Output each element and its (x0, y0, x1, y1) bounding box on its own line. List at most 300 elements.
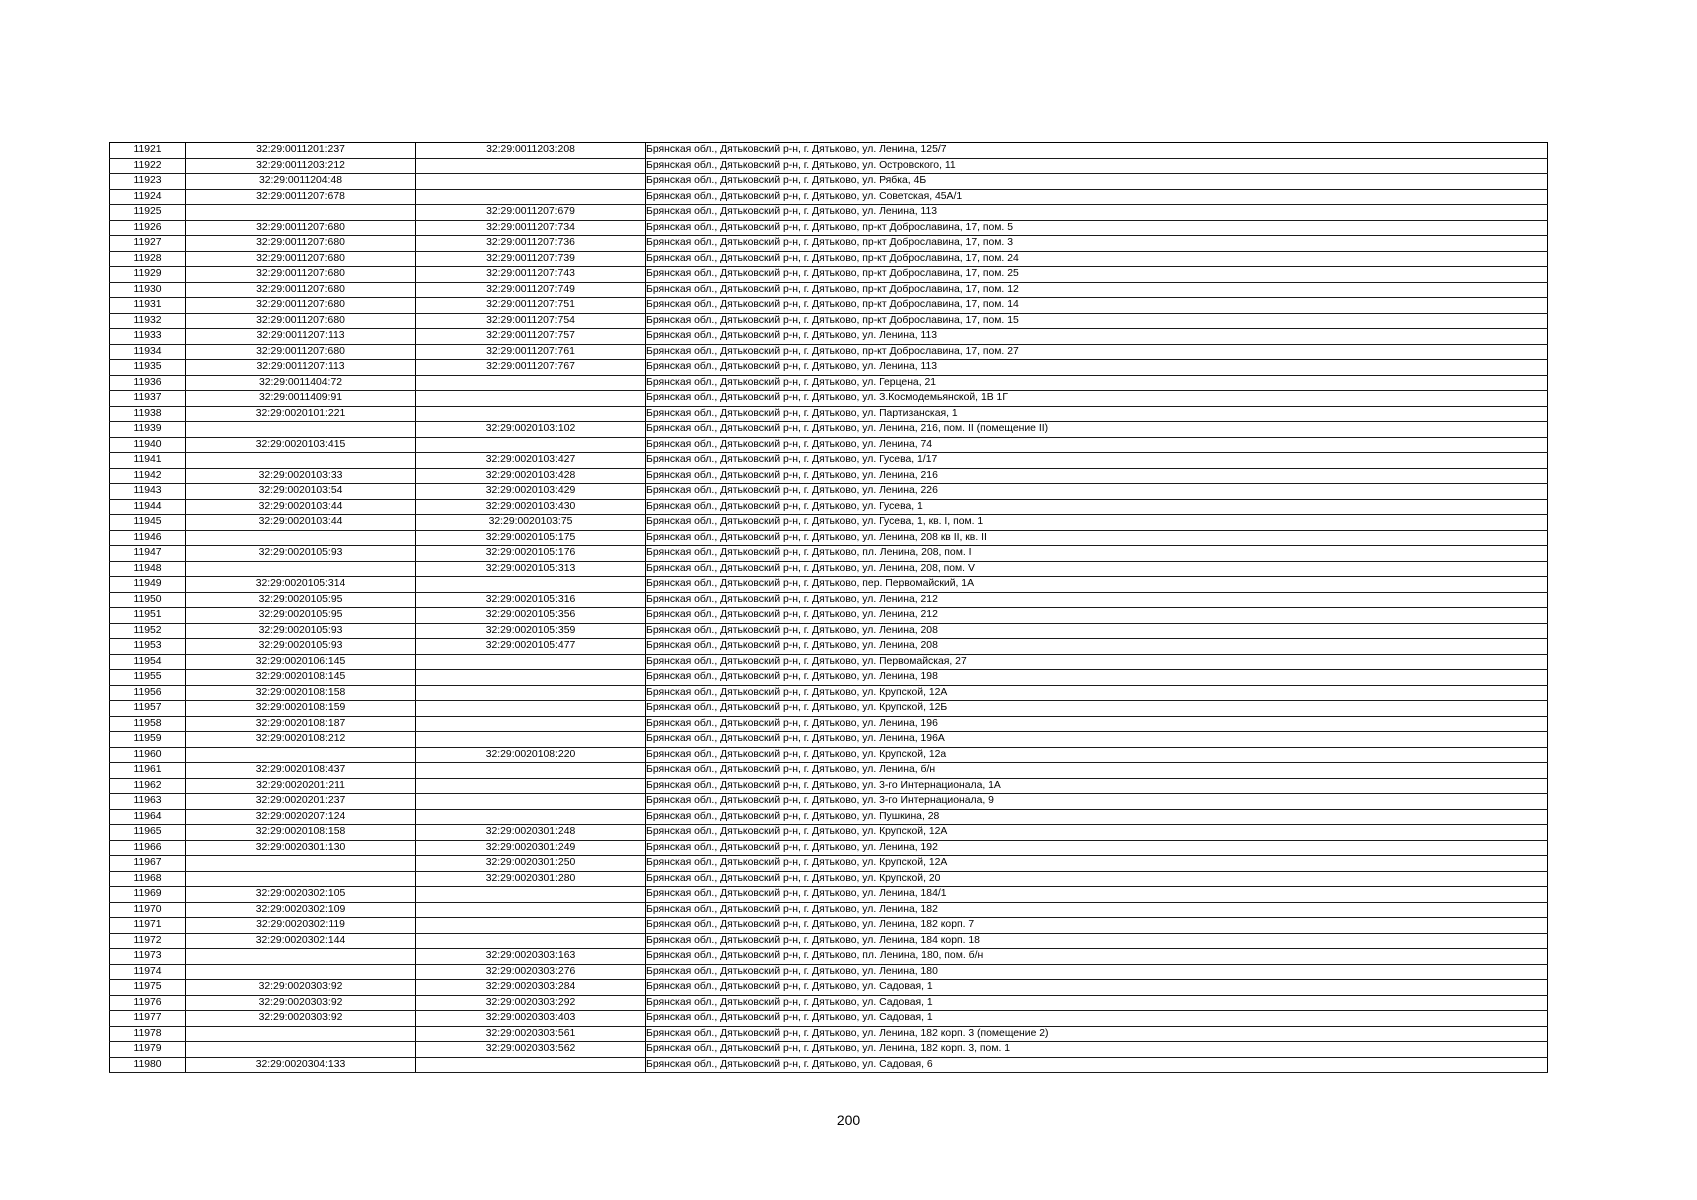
table-row (110, 670, 1548, 686)
row-number-cell: 11924 (110, 189, 186, 205)
premises-cadastral-number-cell: 32:29:0020301:280 (416, 871, 646, 887)
table-row (110, 251, 1548, 267)
address-cell: Брянская обл., Дятьковский р-н, г. Дятьково, ул. Ленина, 184 корп. 18 (646, 933, 1548, 949)
address-cell: Брянская обл., Дятьковский р-н, г. Дятьково, ул. Ленина, 182 корп. 7 (646, 918, 1548, 934)
premises-cadastral-number-cell: 32:29:0020105:316 (416, 592, 646, 608)
premises-cadastral-number-cell (416, 654, 646, 670)
address-cell: Брянская обл., Дятьковский р-н, г. Дятьково, ул. Садовая, 1 (646, 1011, 1548, 1027)
table-row (110, 1026, 1548, 1042)
cadastral-number-cell: 32:29:0011207:680 (186, 220, 416, 236)
table-row (110, 840, 1548, 856)
table-row (110, 453, 1548, 469)
row-number-cell: 11960 (110, 747, 186, 763)
table-row (110, 933, 1548, 949)
cadastral-number-cell: 32:29:0020108:159 (186, 701, 416, 717)
cadastral-number-cell: 32:29:0020304:133 (186, 1057, 416, 1073)
premises-cadastral-number-cell (416, 794, 646, 810)
row-number-cell: 11971 (110, 918, 186, 934)
address-cell: Брянская обл., Дятьковский р-н, г. Дятьково, пр-кт Доброславина, 17, пом. 25 (646, 267, 1548, 283)
cadastral-number-cell: 32:29:0020301:130 (186, 840, 416, 856)
address-cell: Брянская обл., Дятьковский р-н, г. Дятьково, ул. Ленина, 192 (646, 840, 1548, 856)
cadastral-number-cell: 32:29:0020302:105 (186, 887, 416, 903)
address-cell: Брянская обл., Дятьковский р-н, г. Дятьково, ул. Ленина, 226 (646, 484, 1548, 500)
table-row (110, 995, 1548, 1011)
cadastral-number-cell: 32:29:0020108:212 (186, 732, 416, 748)
address-cell: Брянская обл., Дятьковский р-н, г. Дятьково, ул. Ленина, 182 корп. 3 (помещение 2) (646, 1026, 1548, 1042)
address-cell: Брянская обл., Дятьковский р-н, г. Дятьково, пр-кт Доброславина, 17, пом. 24 (646, 251, 1548, 267)
premises-cadastral-number-cell: 32:29:0020103:102 (416, 422, 646, 438)
row-number-cell: 11922 (110, 158, 186, 174)
cadastral-number-cell (186, 1026, 416, 1042)
row-number-cell: 11964 (110, 809, 186, 825)
premises-cadastral-number-cell: 32:29:0011207:739 (416, 251, 646, 267)
premises-cadastral-number-cell (416, 701, 646, 717)
address-cell: Брянская обл., Дятьковский р-н, г. Дятьково, ул. Островского, 11 (646, 158, 1548, 174)
page-number: 200 (836, 1112, 861, 1128)
premises-cadastral-number-cell: 32:29:0020105:359 (416, 623, 646, 639)
address-cell: Брянская обл., Дятьковский р-н, г. Дятьково, пр-кт Доброславина, 17, пом. 14 (646, 298, 1548, 314)
table-row (110, 902, 1548, 918)
premises-cadastral-number-cell: 32:29:0011207:754 (416, 313, 646, 329)
cadastral-number-cell: 32:29:0020101:221 (186, 406, 416, 422)
row-number-cell: 11963 (110, 794, 186, 810)
row-number-cell: 11954 (110, 654, 186, 670)
cadastral-number-cell (186, 964, 416, 980)
table-row (110, 158, 1548, 174)
table-row (110, 1042, 1548, 1058)
address-cell: Брянская обл., Дятьковский р-н, г. Дятьково, ул. Ленина, 198 (646, 670, 1548, 686)
row-number-cell: 11951 (110, 608, 186, 624)
cadastral-number-cell: 32:29:0020103:44 (186, 499, 416, 515)
table-row (110, 980, 1548, 996)
address-cell: Брянская обл., Дятьковский р-н, г. Дятьково, ул. Крупской, 12а (646, 747, 1548, 763)
row-number-cell: 11926 (110, 220, 186, 236)
row-number-cell: 11940 (110, 437, 186, 453)
cadastral-number-cell: 32:29:0020302:144 (186, 933, 416, 949)
table-row (110, 189, 1548, 205)
row-number-cell: 11934 (110, 344, 186, 360)
table-row (110, 577, 1548, 593)
cadastral-number-cell: 32:29:0011207:113 (186, 360, 416, 376)
cadastral-number-cell: 32:29:0020108:145 (186, 670, 416, 686)
row-number-cell: 11939 (110, 422, 186, 438)
address-cell: Брянская обл., Дятьковский р-н, г. Дятьково, ул. 3-го Интернационала, 1А (646, 778, 1548, 794)
address-cell: Брянская обл., Дятьковский р-н, г. Дятьково, ул. Ленина, 196 (646, 716, 1548, 732)
address-cell: Брянская обл., Дятьковский р-н, г. Дятьково, пр-кт Доброславина, 17, пом. 5 (646, 220, 1548, 236)
table-row (110, 530, 1548, 546)
premises-cadastral-number-cell: 32:29:0020103:75 (416, 515, 646, 531)
premises-cadastral-number-cell: 32:29:0020103:428 (416, 468, 646, 484)
cadastral-number-cell (186, 871, 416, 887)
premises-cadastral-number-cell (416, 933, 646, 949)
address-cell: Брянская обл., Дятьковский р-н, г. Дятьково, пл. Ленина, 208, пом. I (646, 546, 1548, 562)
cadastral-number-cell (186, 422, 416, 438)
cadastral-number-cell: 32:29:0020302:109 (186, 902, 416, 918)
row-number-cell: 11958 (110, 716, 186, 732)
premises-cadastral-number-cell (416, 1057, 646, 1073)
table-row (110, 639, 1548, 655)
cadastral-number-cell (186, 747, 416, 763)
address-cell: Брянская обл., Дятьковский р-н, г. Дятьково, ул. Ленина, 113 (646, 360, 1548, 376)
cadastral-number-cell (186, 949, 416, 965)
cadastral-number-cell: 32:29:0011207:680 (186, 267, 416, 283)
row-number-cell: 11974 (110, 964, 186, 980)
premises-cadastral-number-cell: 32:29:0020103:427 (416, 453, 646, 469)
table-row (110, 499, 1548, 515)
cadastral-number-cell: 32:29:0020103:54 (186, 484, 416, 500)
premises-cadastral-number-cell: 32:29:0020303:561 (416, 1026, 646, 1042)
premises-cadastral-number-cell (416, 716, 646, 732)
premises-cadastral-number-cell: 32:29:0011207:761 (416, 344, 646, 360)
row-number-cell: 11957 (110, 701, 186, 717)
row-number-cell: 11935 (110, 360, 186, 376)
cadastral-number-cell: 32:29:0020108:437 (186, 763, 416, 779)
table-row (110, 685, 1548, 701)
address-cell: Брянская обл., Дятьковский р-н, г. Дятьково, ул. Рябка, 4Б (646, 174, 1548, 190)
premises-cadastral-number-cell: 32:29:0020303:403 (416, 1011, 646, 1027)
row-number-cell: 11937 (110, 391, 186, 407)
row-number-cell: 11965 (110, 825, 186, 841)
table-row (110, 871, 1548, 887)
premises-cadastral-number-cell: 32:29:0011207:751 (416, 298, 646, 314)
registry-body (110, 143, 1548, 1073)
cadastral-number-cell: 32:29:0011207:680 (186, 344, 416, 360)
address-cell: Брянская обл., Дятьковский р-н, г. Дятьково, ул. Гусева, 1 (646, 499, 1548, 515)
row-number-cell: 11946 (110, 530, 186, 546)
address-cell: Брянская обл., Дятьковский р-н, г. Дятьково, ул. Крупской, 12Б (646, 701, 1548, 717)
cadastral-number-cell: 32:29:0011207:680 (186, 251, 416, 267)
row-number-cell: 11953 (110, 639, 186, 655)
cadastral-number-cell: 32:29:0011404:72 (186, 375, 416, 391)
row-number-cell: 11952 (110, 623, 186, 639)
cadastral-number-cell: 32:29:0020103:415 (186, 437, 416, 453)
cadastral-number-cell (186, 1042, 416, 1058)
address-cell: Брянская обл., Дятьковский р-н, г. Дятьково, ул. Ленина, 212 (646, 608, 1548, 624)
address-cell: Брянская обл., Дятьковский р-н, г. Дятьково, ул. Ленина, 125/7 (646, 143, 1548, 159)
cadastral-number-cell: 32:29:0020103:44 (186, 515, 416, 531)
premises-cadastral-number-cell: 32:29:0020303:163 (416, 949, 646, 965)
cadastral-number-cell (186, 205, 416, 221)
table-row (110, 918, 1548, 934)
table-row (110, 515, 1548, 531)
cadastral-number-cell (186, 453, 416, 469)
premises-cadastral-number-cell: 32:29:0011207:749 (416, 282, 646, 298)
row-number-cell: 11932 (110, 313, 186, 329)
row-number-cell: 11929 (110, 267, 186, 283)
row-number-cell: 11967 (110, 856, 186, 872)
address-cell: Брянская обл., Дятьковский р-н, г. Дятьково, пр-кт Доброславина, 17, пом. 15 (646, 313, 1548, 329)
table-row (110, 809, 1548, 825)
cadastral-number-cell: 32:29:0011207:680 (186, 298, 416, 314)
premises-cadastral-number-cell (416, 685, 646, 701)
table-row (110, 360, 1548, 376)
cadastral-number-cell: 32:29:0020207:124 (186, 809, 416, 825)
table-row (110, 282, 1548, 298)
address-cell: Брянская обл., Дятьковский р-н, г. Дятьково, ул. Ленина, 184/1 (646, 887, 1548, 903)
premises-cadastral-number-cell: 32:29:0011207:743 (416, 267, 646, 283)
premises-cadastral-number-cell: 32:29:0020105:477 (416, 639, 646, 655)
row-number-cell: 11933 (110, 329, 186, 345)
address-cell: Брянская обл., Дятьковский р-н, г. Дятьково, ул. Ленина, 208 кв II, кв. II (646, 530, 1548, 546)
cadastral-number-cell: 32:29:0011207:680 (186, 313, 416, 329)
cadastral-number-cell: 32:29:0020106:145 (186, 654, 416, 670)
address-cell: Брянская обл., Дятьковский р-н, г. Дятьково, ул. Садовая, 6 (646, 1057, 1548, 1073)
cadastral-number-cell: 32:29:0020105:314 (186, 577, 416, 593)
premises-cadastral-number-cell: 32:29:0020301:250 (416, 856, 646, 872)
cadastral-number-cell: 32:29:0011207:680 (186, 236, 416, 252)
cadastral-number-cell: 32:29:0020201:211 (186, 778, 416, 794)
premises-cadastral-number-cell: 32:29:0011203:208 (416, 143, 646, 159)
cadastral-number-cell: 32:29:0011207:678 (186, 189, 416, 205)
row-number-cell: 11975 (110, 980, 186, 996)
premises-cadastral-number-cell (416, 577, 646, 593)
row-number-cell: 11947 (110, 546, 186, 562)
premises-cadastral-number-cell (416, 375, 646, 391)
premises-cadastral-number-cell: 32:29:0020105:176 (416, 546, 646, 562)
cadastral-number-cell: 32:29:0011409:91 (186, 391, 416, 407)
premises-cadastral-number-cell: 32:29:0011207:679 (416, 205, 646, 221)
address-cell: Брянская обл., Дятьковский р-н, г. Дятьково, ул. Крупской, 12А (646, 856, 1548, 872)
table-row (110, 143, 1548, 159)
table-row (110, 236, 1548, 252)
cadastral-number-cell: 32:29:0020108:158 (186, 825, 416, 841)
table-row (110, 654, 1548, 670)
address-cell: Брянская обл., Дятьковский р-н, г. Дятьково, ул. Ленина, 113 (646, 329, 1548, 345)
premises-cadastral-number-cell (416, 732, 646, 748)
premises-cadastral-number-cell: 32:29:0020108:220 (416, 747, 646, 763)
table-row (110, 220, 1548, 236)
premises-cadastral-number-cell: 32:29:0020303:562 (416, 1042, 646, 1058)
address-cell: Брянская обл., Дятьковский р-н, г. Дятьково, ул. Садовая, 1 (646, 980, 1548, 996)
row-number-cell: 11943 (110, 484, 186, 500)
table-row (110, 437, 1548, 453)
row-number-cell: 11950 (110, 592, 186, 608)
address-cell: Брянская обл., Дятьковский р-н, г. Дятьково, ул. Ленина, 208 (646, 639, 1548, 655)
cadastral-number-cell: 32:29:0020105:95 (186, 608, 416, 624)
table-row (110, 608, 1548, 624)
address-cell: Брянская обл., Дятьковский р-н, г. Дятьково, ул. Ленина, 208 (646, 623, 1548, 639)
address-cell: Брянская обл., Дятьковский р-н, г. Дятьково, ул. 3-го Интернационала, 9 (646, 794, 1548, 810)
table-row (110, 484, 1548, 500)
table-row (110, 298, 1548, 314)
table-row (110, 205, 1548, 221)
address-cell: Брянская обл., Дятьковский р-н, г. Дятьково, ул. Ленина, 208, пом. V (646, 561, 1548, 577)
row-number-cell: 11936 (110, 375, 186, 391)
table-row (110, 329, 1548, 345)
premises-cadastral-number-cell: 32:29:0020301:249 (416, 840, 646, 856)
row-number-cell: 11944 (110, 499, 186, 515)
address-cell: Брянская обл., Дятьковский р-н, г. Дятьково, ул. Ленина, 180 (646, 964, 1548, 980)
row-number-cell: 11969 (110, 887, 186, 903)
premises-cadastral-number-cell (416, 670, 646, 686)
table-row (110, 174, 1548, 190)
premises-cadastral-number-cell (416, 437, 646, 453)
premises-cadastral-number-cell: 32:29:0011207:736 (416, 236, 646, 252)
cadastral-number-cell: 32:29:0020105:95 (186, 592, 416, 608)
cadastral-number-cell: 32:29:0011207:680 (186, 282, 416, 298)
table-row (110, 716, 1548, 732)
row-number-cell: 11930 (110, 282, 186, 298)
row-number-cell: 11938 (110, 406, 186, 422)
row-number-cell: 11942 (110, 468, 186, 484)
row-number-cell: 11972 (110, 933, 186, 949)
row-number-cell: 11931 (110, 298, 186, 314)
premises-cadastral-number-cell: 32:29:0020105:313 (416, 561, 646, 577)
premises-cadastral-number-cell: 32:29:0011207:767 (416, 360, 646, 376)
address-cell: Брянская обл., Дятьковский р-н, г. Дятьково, ул. Ленина, 182 (646, 902, 1548, 918)
row-number-cell: 11973 (110, 949, 186, 965)
table-row (110, 422, 1548, 438)
row-number-cell: 11927 (110, 236, 186, 252)
premises-cadastral-number-cell: 32:29:0020105:356 (416, 608, 646, 624)
address-cell: Брянская обл., Дятьковский р-н, г. Дятьково, ул. Первомайская, 27 (646, 654, 1548, 670)
premises-cadastral-number-cell (416, 763, 646, 779)
cadastral-number-cell: 32:29:0020105:93 (186, 546, 416, 562)
table-row (110, 825, 1548, 841)
premises-cadastral-number-cell (416, 902, 646, 918)
row-number-cell: 11968 (110, 871, 186, 887)
row-number-cell: 11928 (110, 251, 186, 267)
table-row (110, 778, 1548, 794)
premises-cadastral-number-cell (416, 189, 646, 205)
row-number-cell: 11955 (110, 670, 186, 686)
cadastral-number-cell: 32:29:0020303:92 (186, 980, 416, 996)
address-cell: Брянская обл., Дятьковский р-н, г. Дятьково, ул. Крупской, 12А (646, 685, 1548, 701)
table-row (110, 887, 1548, 903)
address-cell: Брянская обл., Дятьковский р-н, г. Дятьково, ул. Ленина, б/н (646, 763, 1548, 779)
premises-cadastral-number-cell (416, 158, 646, 174)
row-number-cell: 11923 (110, 174, 186, 190)
address-cell: Брянская обл., Дятьковский р-н, г. Дятьково, ул. Ленина, 196А (646, 732, 1548, 748)
address-cell: Брянская обл., Дятьковский р-н, г. Дятьково, ул. З.Космодемьянской, 1В 1Г (646, 391, 1548, 407)
table-row (110, 732, 1548, 748)
address-cell: Брянская обл., Дятьковский р-н, г. Дятьково, ул. Крупской, 12А (646, 825, 1548, 841)
cadastral-number-cell: 32:29:0011207:113 (186, 329, 416, 345)
premises-cadastral-number-cell (416, 778, 646, 794)
table-row (110, 313, 1548, 329)
cadastral-number-cell (186, 530, 416, 546)
row-number-cell: 11966 (110, 840, 186, 856)
premises-cadastral-number-cell: 32:29:0020301:248 (416, 825, 646, 841)
premises-cadastral-number-cell: 32:29:0020103:429 (416, 484, 646, 500)
table-row (110, 964, 1548, 980)
row-number-cell: 11949 (110, 577, 186, 593)
premises-cadastral-number-cell: 32:29:0020105:175 (416, 530, 646, 546)
address-cell: Брянская обл., Дятьковский р-н, г. Дятьково, ул. Советская, 45А/1 (646, 189, 1548, 205)
row-number-cell: 11956 (110, 685, 186, 701)
address-cell: Брянская обл., Дятьковский р-н, г. Дятьково, пр-кт Доброславина, 17, пом. 12 (646, 282, 1548, 298)
cadastral-number-cell: 32:29:0011204:48 (186, 174, 416, 190)
table-row (110, 763, 1548, 779)
property-registry-table (109, 142, 1548, 1073)
row-number-cell: 11961 (110, 763, 186, 779)
address-cell: Брянская обл., Дятьковский р-н, г. Дятьково, ул. Ленина, 216, пом. II (помещение II) (646, 422, 1548, 438)
row-number-cell: 11948 (110, 561, 186, 577)
row-number-cell: 11976 (110, 995, 186, 1011)
row-number-cell: 11977 (110, 1011, 186, 1027)
address-cell: Брянская обл., Дятьковский р-н, г. Дятьково, ул. Гусева, 1, кв. I, пом. 1 (646, 515, 1548, 531)
premises-cadastral-number-cell: 32:29:0020303:276 (416, 964, 646, 980)
cadastral-number-cell: 32:29:0020108:158 (186, 685, 416, 701)
address-cell: Брянская обл., Дятьковский р-н, г. Дятьково, ул. Садовая, 1 (646, 995, 1548, 1011)
row-number-cell: 11979 (110, 1042, 186, 1058)
address-cell: Брянская обл., Дятьковский р-н, г. Дятьково, ул. Крупской, 20 (646, 871, 1548, 887)
row-number-cell: 11980 (110, 1057, 186, 1073)
table-row (110, 856, 1548, 872)
premises-cadastral-number-cell (416, 391, 646, 407)
row-number-cell: 11921 (110, 143, 186, 159)
address-cell: Брянская обл., Дятьковский р-н, г. Дятьково, ул. Ленина, 216 (646, 468, 1548, 484)
address-cell: Брянская обл., Дятьковский р-н, г. Дятьково, ул. Ленина, 212 (646, 592, 1548, 608)
address-cell: Брянская обл., Дятьковский р-н, г. Дятьково, ул. Ленина, 113 (646, 205, 1548, 221)
table-row (110, 1057, 1548, 1073)
row-number-cell: 11970 (110, 902, 186, 918)
table-row (110, 344, 1548, 360)
cadastral-number-cell: 32:29:0011203:212 (186, 158, 416, 174)
premises-cadastral-number-cell (416, 887, 646, 903)
table-row (110, 1011, 1548, 1027)
cadastral-number-cell: 32:29:0020105:93 (186, 623, 416, 639)
table-row (110, 267, 1548, 283)
table-row (110, 623, 1548, 639)
cadastral-number-cell: 32:29:0020303:92 (186, 995, 416, 1011)
address-cell: Брянская обл., Дятьковский р-н, г. Дятьково, пр-кт Доброславина, 17, пом. 3 (646, 236, 1548, 252)
row-number-cell: 11959 (110, 732, 186, 748)
cadastral-number-cell (186, 561, 416, 577)
row-number-cell: 11945 (110, 515, 186, 531)
premises-cadastral-number-cell: 32:29:0020303:284 (416, 980, 646, 996)
table-row (110, 747, 1548, 763)
address-cell: Брянская обл., Дятьковский р-н, г. Дятьково, ул. Герцена, 21 (646, 375, 1548, 391)
cadastral-number-cell: 32:29:0020103:33 (186, 468, 416, 484)
premises-cadastral-number-cell (416, 809, 646, 825)
table-row (110, 561, 1548, 577)
row-number-cell: 11941 (110, 453, 186, 469)
table-row (110, 794, 1548, 810)
address-cell: Брянская обл., Дятьковский р-н, г. Дятьково, пл. Ленина, 180, пом. б/н (646, 949, 1548, 965)
address-cell: Брянская обл., Дятьковский р-н, г. Дятьково, пр-кт Доброславина, 17, пом. 27 (646, 344, 1548, 360)
table-row (110, 391, 1548, 407)
premises-cadastral-number-cell: 32:29:0020103:430 (416, 499, 646, 515)
cadastral-number-cell: 32:29:0011201:237 (186, 143, 416, 159)
premises-cadastral-number-cell (416, 174, 646, 190)
cadastral-number-cell (186, 856, 416, 872)
table-row (110, 375, 1548, 391)
row-number-cell: 11978 (110, 1026, 186, 1042)
table-row (110, 468, 1548, 484)
cadastral-number-cell: 32:29:0020201:237 (186, 794, 416, 810)
premises-cadastral-number-cell: 32:29:0020303:292 (416, 995, 646, 1011)
table-row (110, 546, 1548, 562)
table-row (110, 701, 1548, 717)
address-cell: Брянская обл., Дятьковский р-н, г. Дятьково, ул. Партизанская, 1 (646, 406, 1548, 422)
table-row (110, 406, 1548, 422)
cadastral-number-cell: 32:29:0020302:119 (186, 918, 416, 934)
address-cell: Брянская обл., Дятьковский р-н, г. Дятьково, ул. Пушкина, 28 (646, 809, 1548, 825)
table-row (110, 949, 1548, 965)
row-number-cell: 11925 (110, 205, 186, 221)
premises-cadastral-number-cell (416, 918, 646, 934)
premises-cadastral-number-cell (416, 406, 646, 422)
cadastral-number-cell: 32:29:0020303:92 (186, 1011, 416, 1027)
cadastral-number-cell: 32:29:0020105:93 (186, 639, 416, 655)
address-cell: Брянская обл., Дятьковский р-н, г. Дятьково, пер. Первомайский, 1А (646, 577, 1548, 593)
cadastral-number-cell: 32:29:0020108:187 (186, 716, 416, 732)
table-row (110, 592, 1548, 608)
premises-cadastral-number-cell: 32:29:0011207:757 (416, 329, 646, 345)
address-cell: Брянская обл., Дятьковский р-н, г. Дятьково, ул. Гусева, 1/17 (646, 453, 1548, 469)
premises-cadastral-number-cell: 32:29:0011207:734 (416, 220, 646, 236)
